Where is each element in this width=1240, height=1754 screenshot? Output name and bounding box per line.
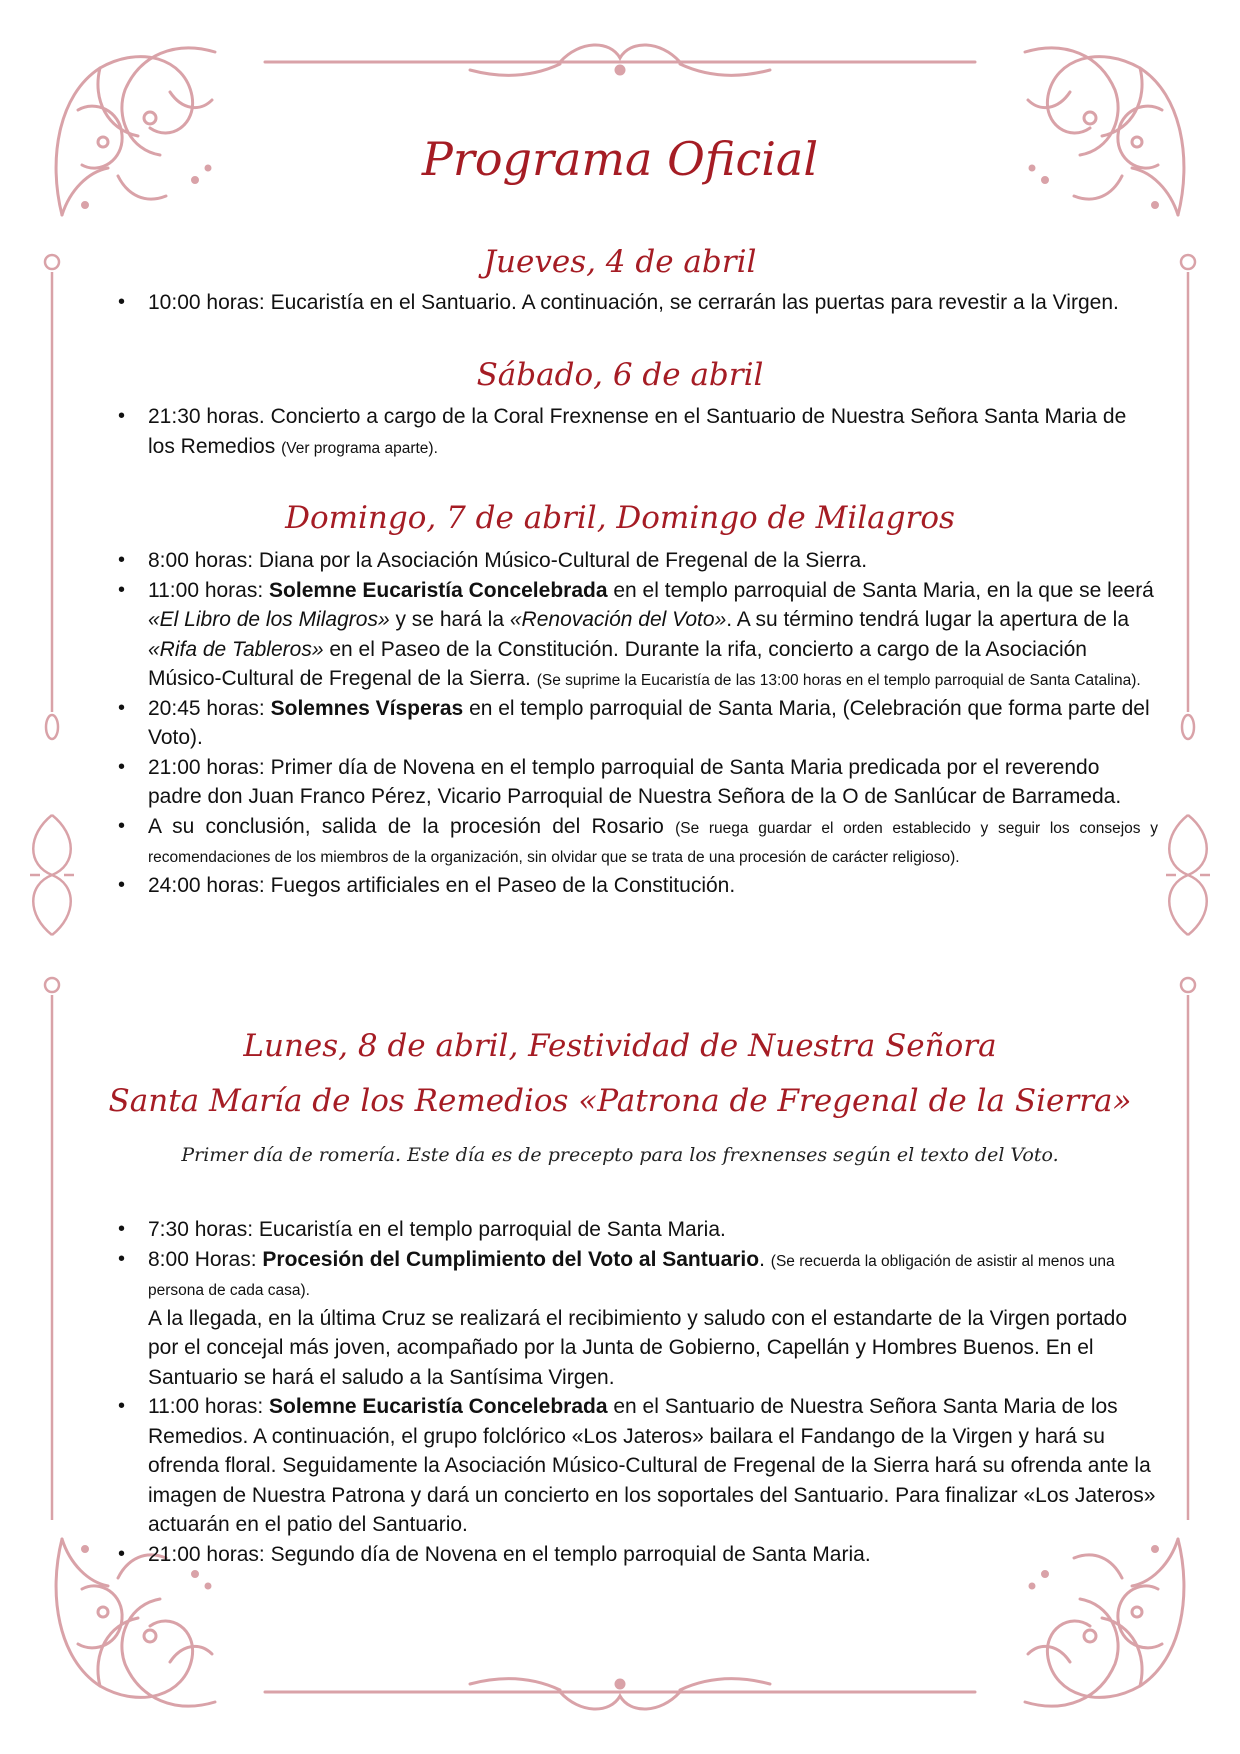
section-heading-domingo: Domingo, 7 de abril, Domingo de Milagros [285,500,955,536]
section-heading-sabado: Sábado, 6 de abril [476,357,764,393]
section-list-domingo [118,546,1158,900]
list-item: • 11:00 horas: Solemne Eucaristía Concelebrada en el templo parroquial de Santa Maria, en la que se leerá «El Libro de los Milagros» y se hará la «Renovación del Voto». A su término tendrá lugar la apertura de la «Rifa de Tableros» en el Paseo de la Constitución. Durante la rifa, concierto a cargo de la Asociación Músico-Cultural de Fregenal de la Sierra. (Se suprime la Eucaristía de las 13:00 horas en el templo parroquial de Santa Catalina). [118,576,1158,694]
item-note: (Ver programa aparte). [281,439,438,457]
section-heading-lunes-line2: Santa María de los Remedios «Patrona de Fregenal de la Sierra» [108,1083,1132,1119]
item-text: 21:30 horas. Concierto a cargo de la Coral Frexnense en el Santuario de Nuestra Señora Santa Maria de los Remedios [148,405,1127,458]
section-heading-jueves: Jueves, 4 de abril [483,244,757,280]
item-bold: Solemnes Vísperas [270,696,464,720]
list-item: • 24:00 horas: Fuegos artificiales en el Paseo de la Constitución. [118,871,1158,901]
item-bold: Solemne Eucaristía Concelebrada [269,578,608,602]
section-subheading-lunes: Primer día de romería. Este día es de precepto para los frexnenses según el texto del Voto. [181,1144,1059,1166]
list-item: • 8:00 horas: Diana por la Asociación Músico-Cultural de Fregenal de la Sierra. [118,546,1158,576]
section-heading-lunes: Lunes, 8 de abril, Festividad de Nuestra Señora [243,1028,997,1064]
item-bold: Solemne Eucaristía Concelebrada [269,1395,608,1418]
item-note: (Se suprime la Eucaristía de las 13:00 horas en el templo parroquial de Santa Catalina). [536,672,1141,689]
item-note: (Se ruega guardar el orden establecido y seguir los consejos y recomendaciones de los miembros de la organización, sin olvidar que se trata de una procesión de carácter religioso). [148,819,1158,866]
list-item: • 21:00 horas: Segundo día de Novena en el templo parroquial de Santa Maria. [118,1540,1158,1570]
list-item: • 7:30 horas: Eucaristía en el templo parroquial de Santa Maria. [118,1215,1158,1245]
item-bold: Procesión del Cumplimiento del Voto al Santuario [262,1247,760,1271]
list-item: • 21:00 horas: Primer día de Novena en el templo parroquial de Santa Maria predicada por el reverendo padre don Juan Franco Pérez, Vicario Parroquial de Nuestra Señora de la O de Sanlúcar de Barrameda. [118,753,1158,812]
section-list-lunes [118,1215,1158,1569]
list-item: • 20:45 horas: Solemnes Vísperas en el templo parroquial de Santa Maria, (Celebración que forma parte del Voto). [118,694,1158,753]
list-item: • 8:00 Horas: Procesión del Cumplimiento del Voto al Santuario. (Se recuerda la obligación de asistir al menos una persona de cada casa). A la llegada, en la última Cruz se realizará el recibimiento y saludo con el estandarte de la Virgen portado por el concejal más joven, acompañado por la Junta de Gobierno, Capellán y Hombres Buenos. En el Santuario se hará el saludo a la Santísima Virgen. [118,1245,1158,1393]
list-item: • 11:00 horas: Solemne Eucaristía Concelebrada en el Santuario de Nuestra Señora Santa Maria de los Remedios. A continuación, el grupo folclórico «Los Jateros» bailara el Fandango de la Virgen y hará su ofrenda floral. Seguidamente la Asociación Músico-Cultural de Fregenal de la Sierra hará su ofrenda ante la imagen de Nuestra Patrona y dará un concierto en los soportales del Santuario. Para finalizar «Los Jateros» actuarán en el patio del Santuario. [118,1392,1158,1540]
section-list-jueves [118,288,1158,318]
list-item [118,402,1158,461]
page-title: Programa Oficial [421,132,819,186]
section-list-sabado [118,402,1158,461]
list-item: • A su conclusión, salida de la procesión del Rosario (Se ruega guardar el orden establecido y seguir los consejos y recomendaciones de los miembros de la organización, sin olvidar que se trata de una procesión de carácter religioso). [118,812,1158,871]
list-item: • 10:00 horas: Eucaristía en el Santuario. A continuación, se cerrarán las puertas para revestir a la Virgen. [118,288,1158,318]
item-paragraph: A la llegada, en la última Cruz se realizará el recibimiento y saludo con el estandarte de la Virgen portado por el concejal más joven, acompañado por la Junta de Gobierno, Capellán y Hombres Buenos. En el Santuario se hará el saludo a la Santísima Virgen. [148,1306,1128,1389]
item-note: (Se recuerda la obligación de asistir al menos una persona de cada casa). [148,1252,1115,1299]
